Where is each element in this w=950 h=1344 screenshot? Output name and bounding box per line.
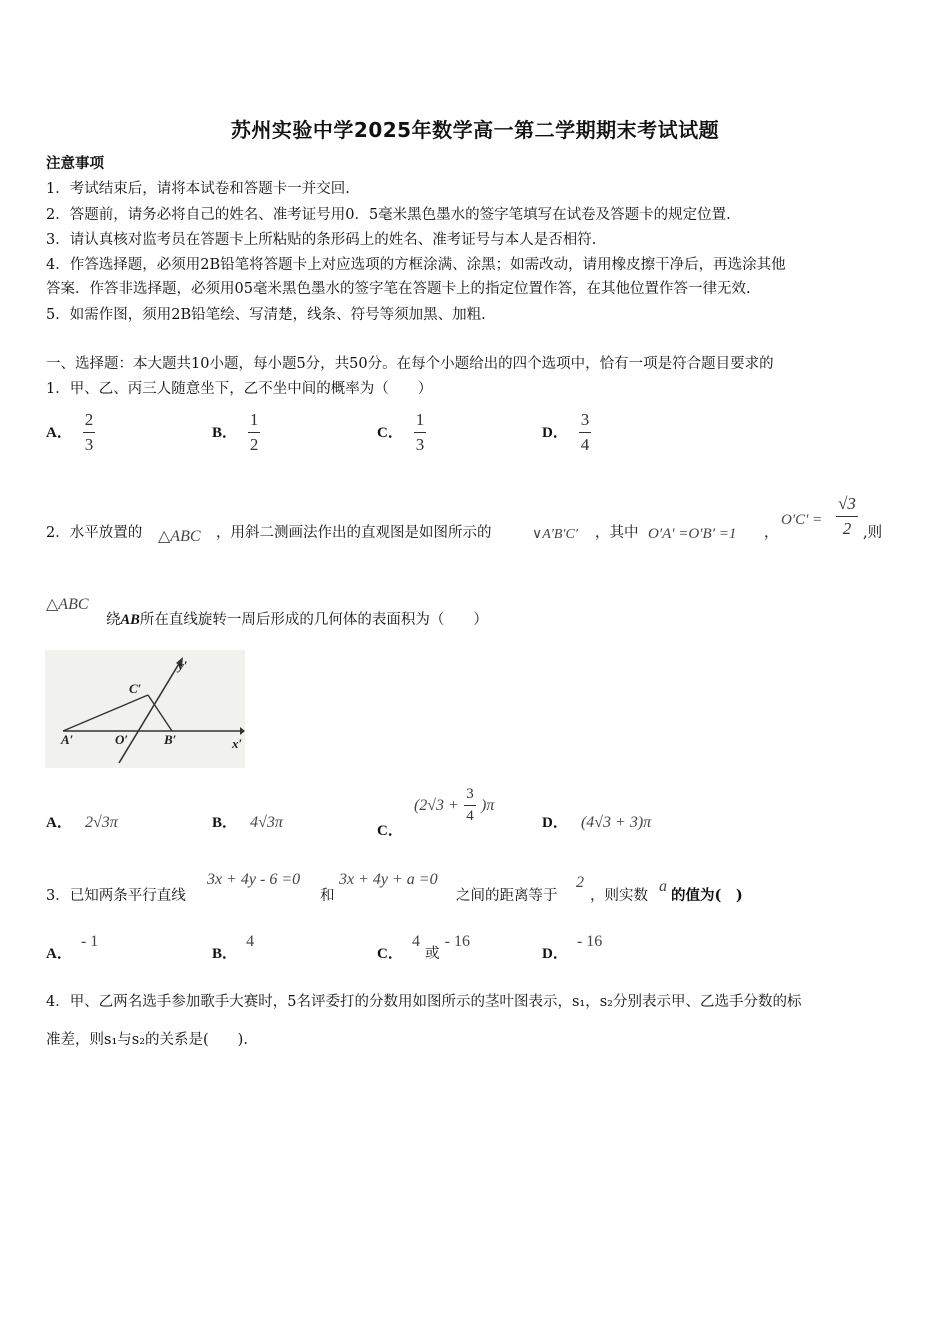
numerator: 2: [84, 410, 94, 429]
notice-item: 5．如需作图，须用2B铅笔绘、写清楚，线条、符号等须加黑、加粗.: [46, 307, 486, 323]
y-axis-line: [119, 662, 180, 763]
option-value: (4√3 + 3)π: [580, 814, 652, 831]
option-value: 4: [411, 933, 420, 950]
q2-figure: [45, 650, 245, 768]
q2-option-c[interactable]: [377, 786, 495, 839]
option-label: D．: [542, 946, 568, 962]
q2-text-5: ,则: [863, 525, 883, 541]
q3-option-c[interactable]: [377, 930, 470, 962]
option-or: 或: [425, 946, 440, 962]
q2-math-oc: O′C′ =: [781, 512, 823, 528]
q1-option-a[interactable]: [46, 410, 95, 455]
segment-ac: [63, 695, 148, 731]
q4-text-line-1: 4．甲、乙两名选手参加歌手大赛时，5名评委打的分数用如图所示的茎叶图表示，s₁，s₂分别表示甲、乙选手分数的标: [46, 994, 802, 1010]
numerator: 3: [466, 786, 474, 802]
label-y: y′: [178, 658, 188, 673]
q3-option-b[interactable]: [212, 930, 255, 962]
q1-option-b[interactable]: [212, 410, 260, 455]
option-value-2: - 16: [444, 933, 470, 950]
fraction: [414, 410, 426, 455]
numerator: 3: [580, 410, 590, 429]
label-o: O′: [115, 732, 129, 747]
option-value: 2√3π: [84, 814, 118, 831]
q3-line-1: 3x + 4y - 6 =0: [207, 871, 301, 888]
q3-text-5: 的值为( ): [671, 887, 743, 904]
q2-option-b[interactable]: [212, 811, 283, 832]
option-label: A．: [46, 425, 72, 441]
q2-option-d[interactable]: [542, 811, 651, 832]
fraction: [248, 410, 260, 455]
q1-option-d[interactable]: [542, 410, 591, 455]
q3-option-d[interactable]: [542, 930, 603, 962]
label-b: B′: [164, 732, 177, 747]
q2-text-3: ，其中: [595, 525, 639, 541]
option-value: 4√3π: [250, 814, 283, 831]
notice-item: 3．请认真核对监考员在答题卡上所粘贴的条形码上的姓名、准考证号与本人是否相符.: [46, 232, 597, 248]
option-label: D．: [542, 425, 568, 441]
option-label: B．: [212, 815, 238, 831]
q2-math-intuitive: ∨A′B′C′: [532, 527, 578, 542]
option-label: C．: [377, 425, 403, 441]
q4-text-line-2: 准差，则s₁与s₂的关系是( ).: [46, 1032, 248, 1048]
q2-text-4: ，: [764, 525, 779, 541]
option-label: C．: [377, 946, 403, 962]
option-label: B．: [212, 946, 238, 962]
label-c: C′: [129, 681, 142, 696]
oblique-axes-diagram: [45, 650, 245, 768]
label-a: A′: [61, 732, 74, 747]
option-value: - 16: [576, 933, 603, 950]
numerator: 1: [415, 410, 425, 429]
q1-option-c[interactable]: [377, 410, 426, 455]
q2-ab: AB: [120, 612, 140, 628]
q3-var-a: a: [659, 878, 667, 895]
denominator: 3: [84, 435, 94, 454]
fraction: [579, 410, 591, 455]
question-1-text: 1．甲、乙、丙三人随意坐下，乙不坐中间的概率为（ ）: [46, 381, 433, 397]
q2-option-a[interactable]: [46, 811, 118, 832]
page-title: 苏州实验中学2025年数学高一第二学期期末考试试题: [230, 118, 720, 142]
fraction: [83, 410, 95, 455]
denominator: 2: [249, 435, 259, 454]
numerator: 1: [249, 410, 259, 429]
option-value-post: )π: [481, 797, 495, 814]
notice-item: 1．考试结束后，请将本试卷和答题卡一并交回.: [46, 181, 350, 197]
q2-math-oa-ob: O′A′ =O′B′ =1: [648, 526, 737, 542]
fraction: [464, 786, 476, 825]
numerator: √3: [838, 494, 856, 513]
label-x: x′: [232, 736, 243, 751]
q2-text-1: 2．水平放置的: [46, 525, 143, 541]
q3-text-2: 和: [320, 888, 335, 904]
notice-item: 4．作答选择题，必须用2B铅笔将答题卡上对应选项的方框涂满、涂黑；如需改动，请用橡皮擦干净后，再选涂其他: [46, 257, 786, 273]
option-label: B．: [212, 425, 238, 441]
q2-text-rotate: 绕: [106, 612, 121, 628]
option-value: - 1: [80, 933, 99, 950]
notice-item: 2．答题前，请务必将自己的姓名、准考证号用0．5毫米黑色墨水的签字笔填写在试卷及答题卡的规定位置.: [46, 207, 731, 223]
option-value-pre: (2√3 +: [413, 797, 459, 814]
q3-distance: 2: [576, 874, 584, 891]
q3-text-1: 3．已知两条平行直线: [46, 888, 186, 904]
q2-text-2: ，用斜二测画法作出的直观图是如图所示的: [216, 525, 492, 541]
denominator: 2: [842, 519, 852, 538]
notice-heading: 注意事项: [46, 155, 104, 172]
q2-text-6: [106, 608, 488, 629]
option-label: C．: [377, 823, 403, 839]
q2-fraction: [836, 494, 858, 539]
denominator: 4: [580, 435, 590, 454]
x-arrow-icon: [240, 727, 245, 735]
q3-option-a[interactable]: [46, 930, 99, 962]
option-label: A．: [46, 815, 72, 831]
notice-item: 答案．作答非选择题，必须用05毫米黑色墨水的签字笔在答题卡上的指定位置作答，在其他位置作答一律无效.: [46, 281, 751, 297]
option-label: A．: [46, 946, 72, 962]
denominator: 4: [466, 808, 474, 824]
q2-math-triangle-2: △ABC: [46, 596, 89, 613]
denominator: 3: [415, 435, 425, 454]
q2-math-triangle: △ABC: [158, 528, 201, 545]
option-value: 4: [246, 933, 255, 950]
q3-text-3: 之间的距离等于: [456, 888, 558, 904]
segment-cb: [148, 695, 172, 731]
q3-text-4: ，则实数: [590, 888, 648, 904]
q2-text-surface: 所在直线旋转一周后形成的几何体的表面积为（ ）: [139, 612, 488, 628]
section-heading: 一、选择题：本大题共10小题，每小题5分，共50分。在每个小题给出的四个选项中，恰有一项是符合题目要求的: [46, 356, 774, 372]
q3-line-2: 3x + 4y + a =0: [339, 871, 438, 888]
option-label: D．: [542, 815, 568, 831]
